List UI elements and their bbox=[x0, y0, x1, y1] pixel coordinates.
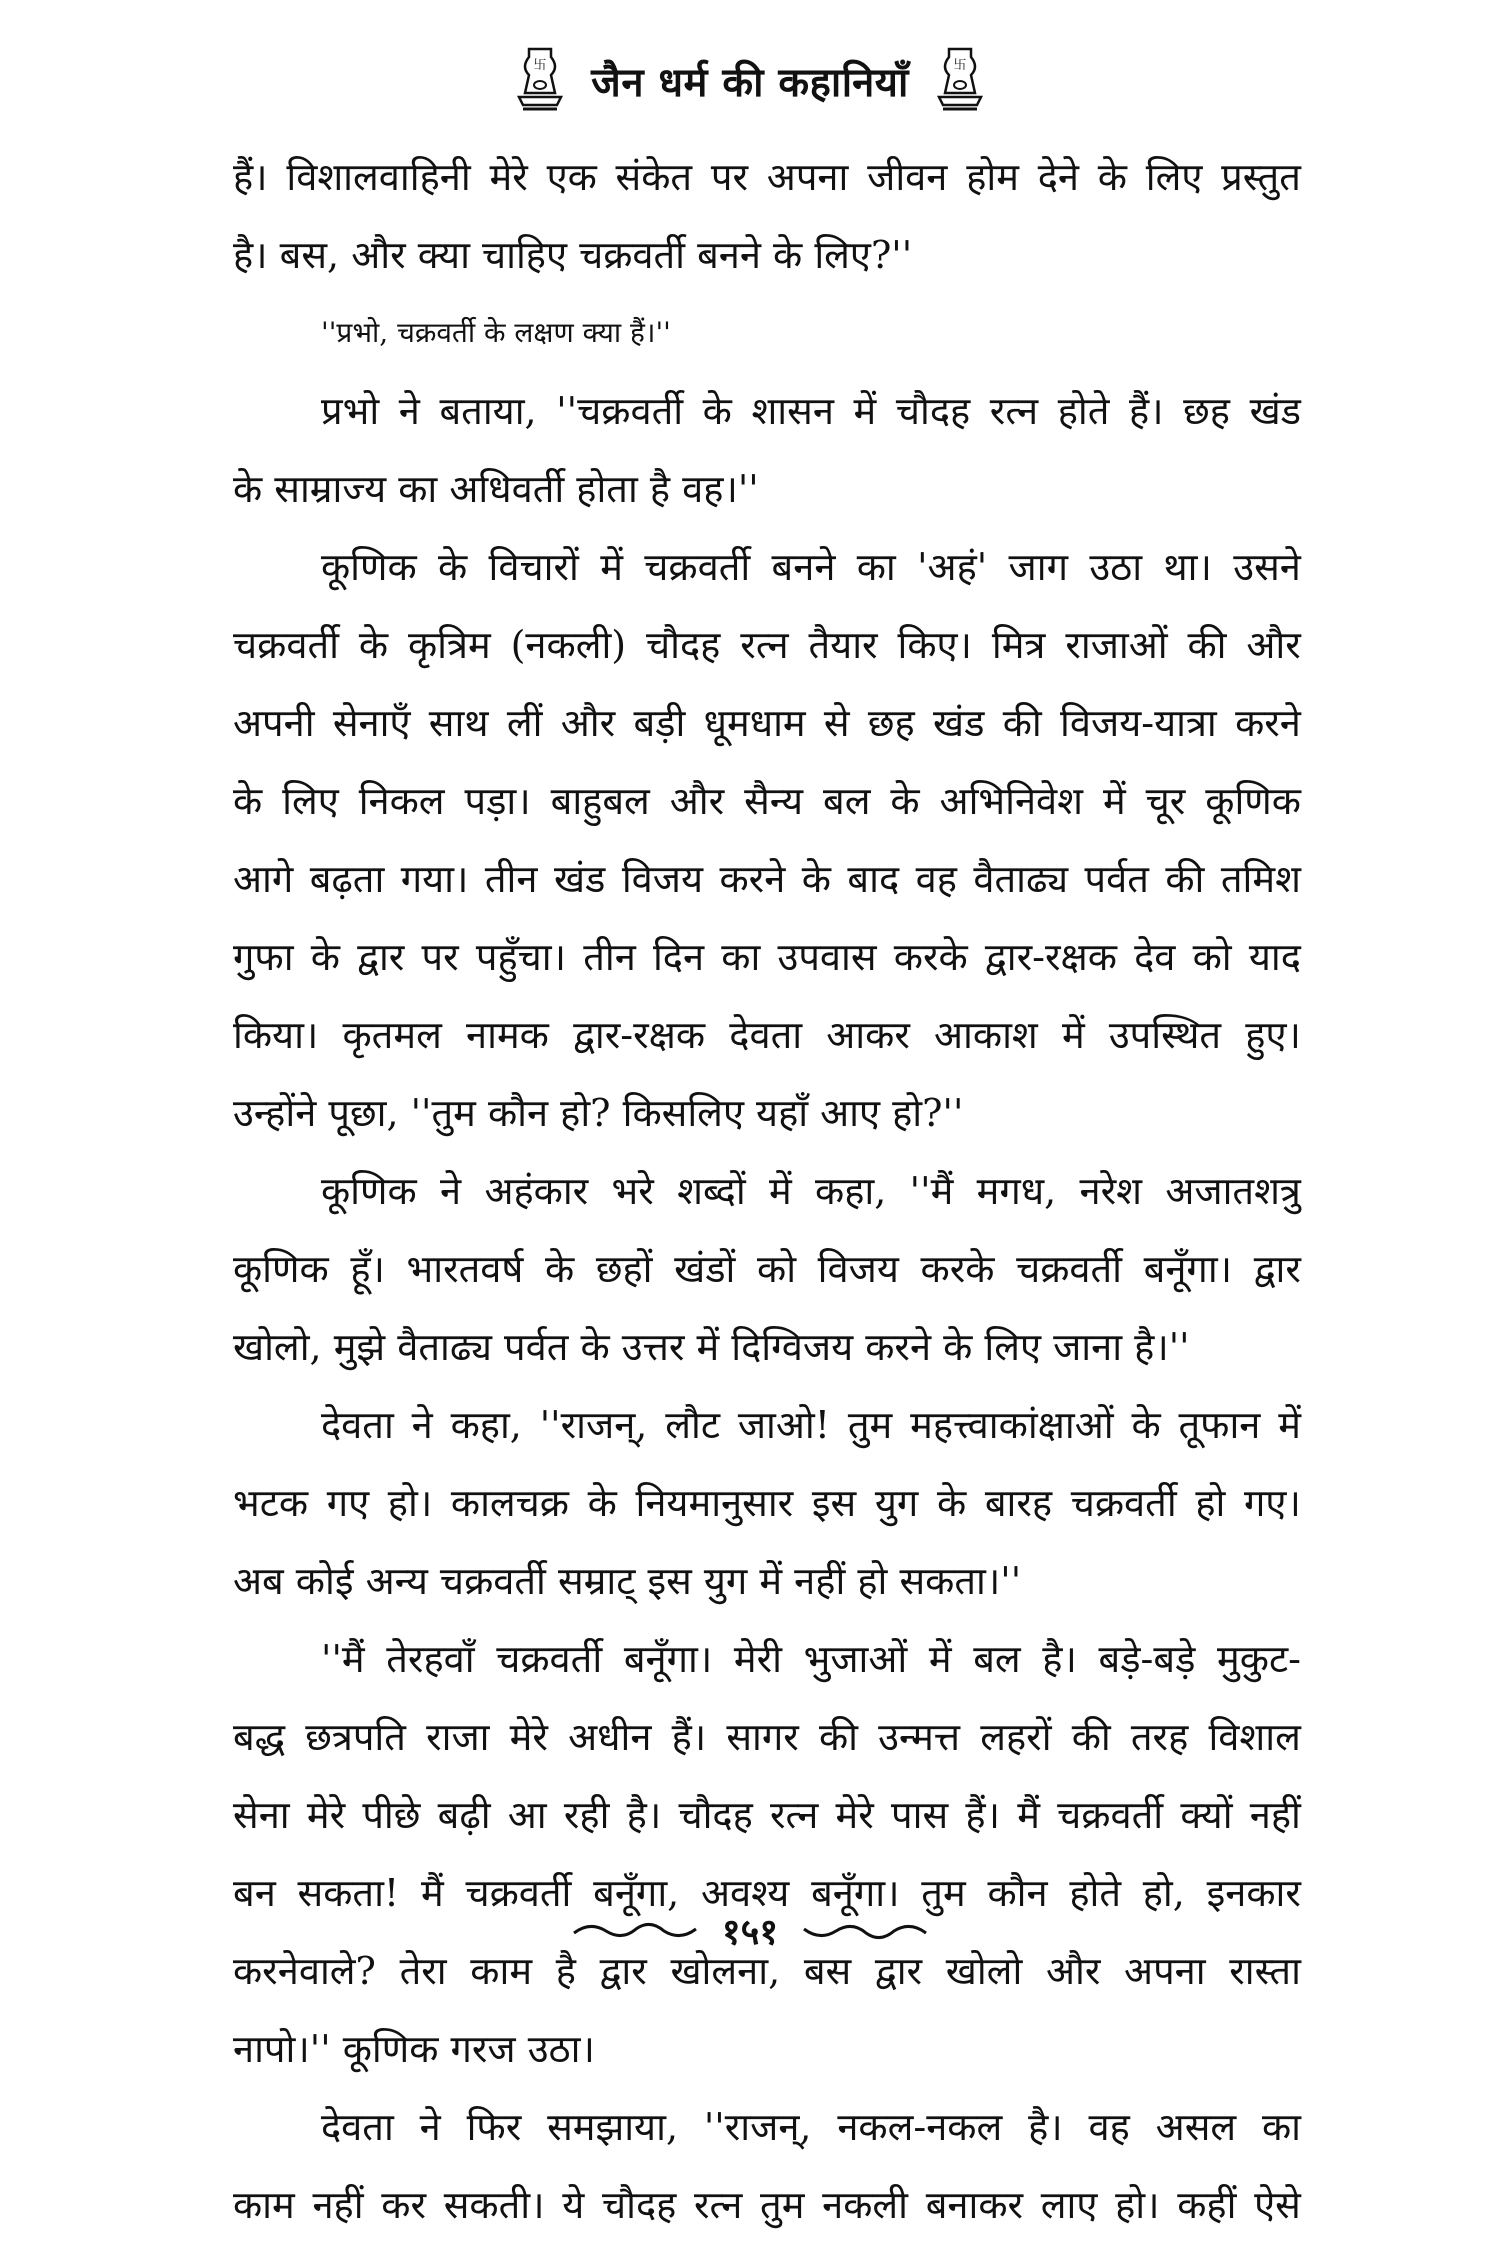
text-line: देवता ने फिर समझाया, ''राजन्, नकल-नकल है। वह असल का bbox=[321, 2105, 1301, 2149]
text-line: खोलो, मुझे वैताढ्य पर्वत के उत्तर में दिग्विजय करने के लिए जाना है।'' bbox=[233, 1325, 1190, 1369]
text-line: सेना मेरे पीछे बढ़ी आ रही है। चौदह रत्न मेरे पास हैं। मैं चक्रवर्ती क्यों नहीं bbox=[233, 1793, 1301, 1837]
text-line: करनेवाले? तेरा काम है द्वार खोलना, बस द्वार खोलो और अपना रास्ता bbox=[233, 1949, 1301, 1993]
text-line: किया। कृतमल नामक द्वार-रक्षक देवता आकर आकाश में उपस्थित हुए। bbox=[233, 1013, 1301, 1057]
text-line: अब कोई अन्य चक्रवर्ती सम्राट् इस युग में नहीं हो सकता।'' bbox=[233, 1559, 1022, 1603]
text-line: चक्रवर्ती के कृत्रिम (नकली) चौदह रत्न तैयार किए। मित्र राजाओं की और bbox=[233, 623, 1301, 667]
jain-emblem-left-icon bbox=[515, 45, 565, 115]
page-header bbox=[0, 42, 1500, 118]
svg-text:卐: 卐 bbox=[533, 58, 547, 73]
jain-emblem-right-icon bbox=[935, 45, 985, 115]
text-line: अपनी सेनाएँ साथ लीं और बड़ी धूमधाम से छह खंड की विजय-यात्रा करने bbox=[233, 701, 1301, 745]
text-line: गुफा के द्वार पर पहुँचा। तीन दिन का उपवास करके द्वार-रक्षक देव को याद bbox=[233, 935, 1301, 979]
text-line: कूणिक के विचारों में चक्रवर्ती बनने का 'अहं' जाग उठा था। उसने bbox=[321, 545, 1301, 589]
page-number: १५१ bbox=[721, 1911, 779, 1953]
text-line: है। बस, और क्या चाहिए चक्रवर्ती बनने के लिए?'' bbox=[233, 233, 913, 277]
text-line: ''मैं तेरहवाँ चक्रवर्ती बनूँगा। मेरी भुजाओं में बल है। बड़े-बड़े मुकुट- bbox=[321, 1637, 1301, 1681]
text-line: कूणिक हूँ। भारतवर्ष के छहों खंडों को विजय करके चक्रवर्ती बनूँगा। द्वार bbox=[233, 1247, 1301, 1291]
text-line: भटक गए हो। कालचक्र के नियमानुसार इस युग के बारह चक्रवर्ती हो गए। bbox=[233, 1481, 1301, 1525]
text-line: के साम्राज्य का अधिवर्ती होता है वह।'' bbox=[233, 467, 759, 511]
text-line: उन्होंने पूछा, ''तुम कौन हो? किसलिए यहाँ आए हो?'' bbox=[233, 1091, 964, 1135]
text-line: आगे बढ़ता गया। तीन खंड विजय करने के बाद वह वैताढ्य पर्वत की तमिश bbox=[233, 857, 1301, 901]
text-line: के लिए निकल पड़ा। बाहुबल और सैन्य बल के अभिनिवेश में चूर कूणिक bbox=[233, 779, 1301, 823]
text-line: प्रभो ने बताया, ''चक्रवर्ती के शासन में चौदह रत्न होते हैं। छह खंड bbox=[321, 389, 1301, 433]
text-line: बद्ध छत्रपति राजा मेरे अधीन हैं। सागर की उन्मत्त लहरों की तरह विशाल bbox=[233, 1715, 1301, 1759]
text-line: हैं। विशालवाहिनी मेरे एक संकेत पर अपना जीवन होम देने के लिए प्रस्तुत bbox=[233, 155, 1301, 199]
text-line: नापो।'' कूणिक गरज उठा। bbox=[233, 2027, 595, 2071]
book-title: जैन धर्म की कहानियाँ bbox=[591, 59, 909, 106]
swash-right-icon bbox=[800, 1915, 930, 1945]
swash-left-icon bbox=[570, 1915, 700, 1945]
text-line: देवता ने कहा, ''राजन्, लौट जाओ! तुम महत्त्वाकांक्षाओं के तूफान में bbox=[321, 1403, 1301, 1447]
text-line: बन सकता! मैं चक्रवर्ती बनूँगा, अवश्य बनूँगा। तुम कौन होते हो, इनकार bbox=[233, 1871, 1301, 1915]
text-line: ''प्रभो, चक्रवर्ती के लक्षण क्या हैं।'' bbox=[321, 316, 671, 349]
page-footer bbox=[0, 1900, 1500, 1960]
text-line: कूणिक ने अहंकार भरे शब्दों में कहा, ''मैं मगध, नरेश अजातशत्रु bbox=[321, 1169, 1301, 1213]
svg-text:卐: 卐 bbox=[953, 58, 967, 73]
text-line: काम नहीं कर सकती। ये चौदह रत्न तुम नकली बनाकर लाए हो। कहीं ऐसे bbox=[233, 2183, 1301, 2227]
